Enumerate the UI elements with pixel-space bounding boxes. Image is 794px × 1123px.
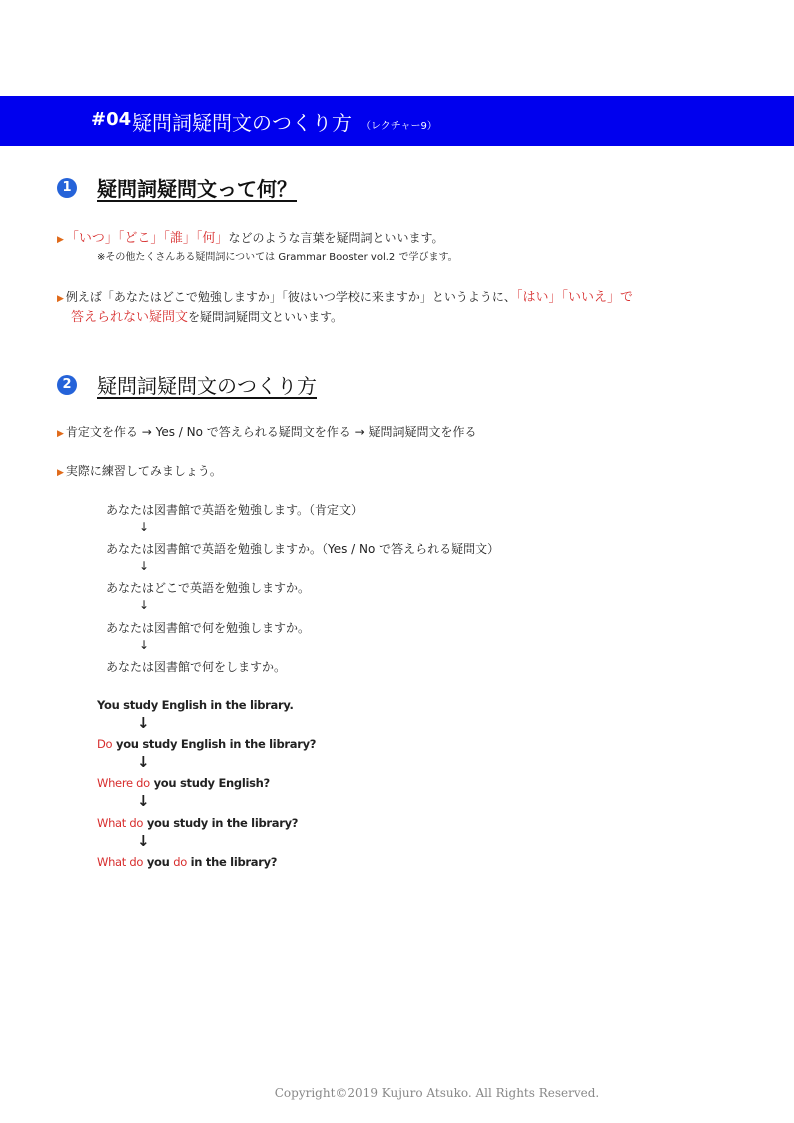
- section1-heading: [57, 173, 297, 202]
- down-arrow-icon: ↓: [139, 638, 150, 652]
- section2-flow: ▶ 肯定文を作る → Yes / No で答えられる疑問文を作る → 疑問詞疑問文を作る: [57, 425, 477, 439]
- copyright-footer: Copyright©2019 Kujuro Atsuko. All Rights Reserved.: [274, 1086, 600, 1100]
- section2-practice: ▶ 実際に練習してみましょう。: [57, 464, 222, 478]
- section1-line3: 答えられない疑問文を疑問詞疑問文といいます。: [71, 310, 344, 325]
- jp-sentence-3: あなたはどこで英語を勉強しますか。: [106, 581, 311, 595]
- en-sentence-5: What do you do in the library?: [97, 855, 278, 869]
- jp-sentence-2: あなたは図書館で英語を勉強しますか。（Yes / No で答えられる疑問文）: [106, 542, 500, 556]
- down-arrow-icon: ↓: [137, 792, 150, 810]
- en-sentence-4: What do you study in the library?: [97, 816, 299, 830]
- lesson-number: #04: [91, 109, 132, 130]
- jp-sentence-4: あなたは図書館で何を勉強しますか。: [106, 621, 311, 635]
- down-arrow-icon: ↓: [137, 832, 150, 850]
- jp-sentence-1: あなたは図書館で英語を勉強します。（肯定文）: [106, 503, 364, 517]
- bullet-arrow-icon: ▶: [57, 429, 64, 439]
- en-sentence-2: Do you study English in the library?: [97, 737, 317, 751]
- section1-title: 疑問詞疑問文って何？: [97, 177, 297, 201]
- header-banner: [0, 96, 794, 146]
- lesson-title: 疑問詞疑問文のつくり方: [132, 111, 352, 135]
- section2-title: 疑問詞疑問文のつくり方: [97, 374, 317, 398]
- bullet-arrow-icon: ▶: [57, 235, 64, 245]
- down-arrow-icon: ↓: [139, 520, 150, 534]
- down-arrow-icon: ↓: [137, 714, 150, 732]
- lesson-subtitle: （レクチャー9）: [361, 121, 437, 132]
- section2-heading: [57, 370, 317, 399]
- section1-badge: 1: [57, 178, 77, 198]
- down-arrow-icon: ↓: [139, 598, 150, 612]
- down-arrow-icon: ↓: [139, 559, 150, 573]
- section1-line1: ▶ 「いつ」「どこ」「誰」「何」などのような言葉を疑問詞といいます。: [57, 231, 444, 246]
- section2-badge: 2: [57, 375, 77, 395]
- en-sentence-3: Where do you study English?: [97, 776, 270, 790]
- bullet-arrow-icon: ▶: [57, 294, 64, 304]
- jp-sentence-5: あなたは図書館で何をしますか。: [106, 660, 287, 674]
- section1-note: ※その他たくさんある疑問詞については Grammar Booster vol.2 で学びます。: [97, 252, 458, 263]
- en-sentence-1: You study English in the library.: [97, 698, 294, 712]
- down-arrow-icon: ↓: [137, 753, 150, 771]
- bullet-arrow-icon: ▶: [57, 468, 64, 478]
- section1-line2: ▶ 例えば「あなたはどこで勉強しますか」「彼はいつ学校に来ますか」というように、「はい」「いいえ」で: [57, 290, 633, 305]
